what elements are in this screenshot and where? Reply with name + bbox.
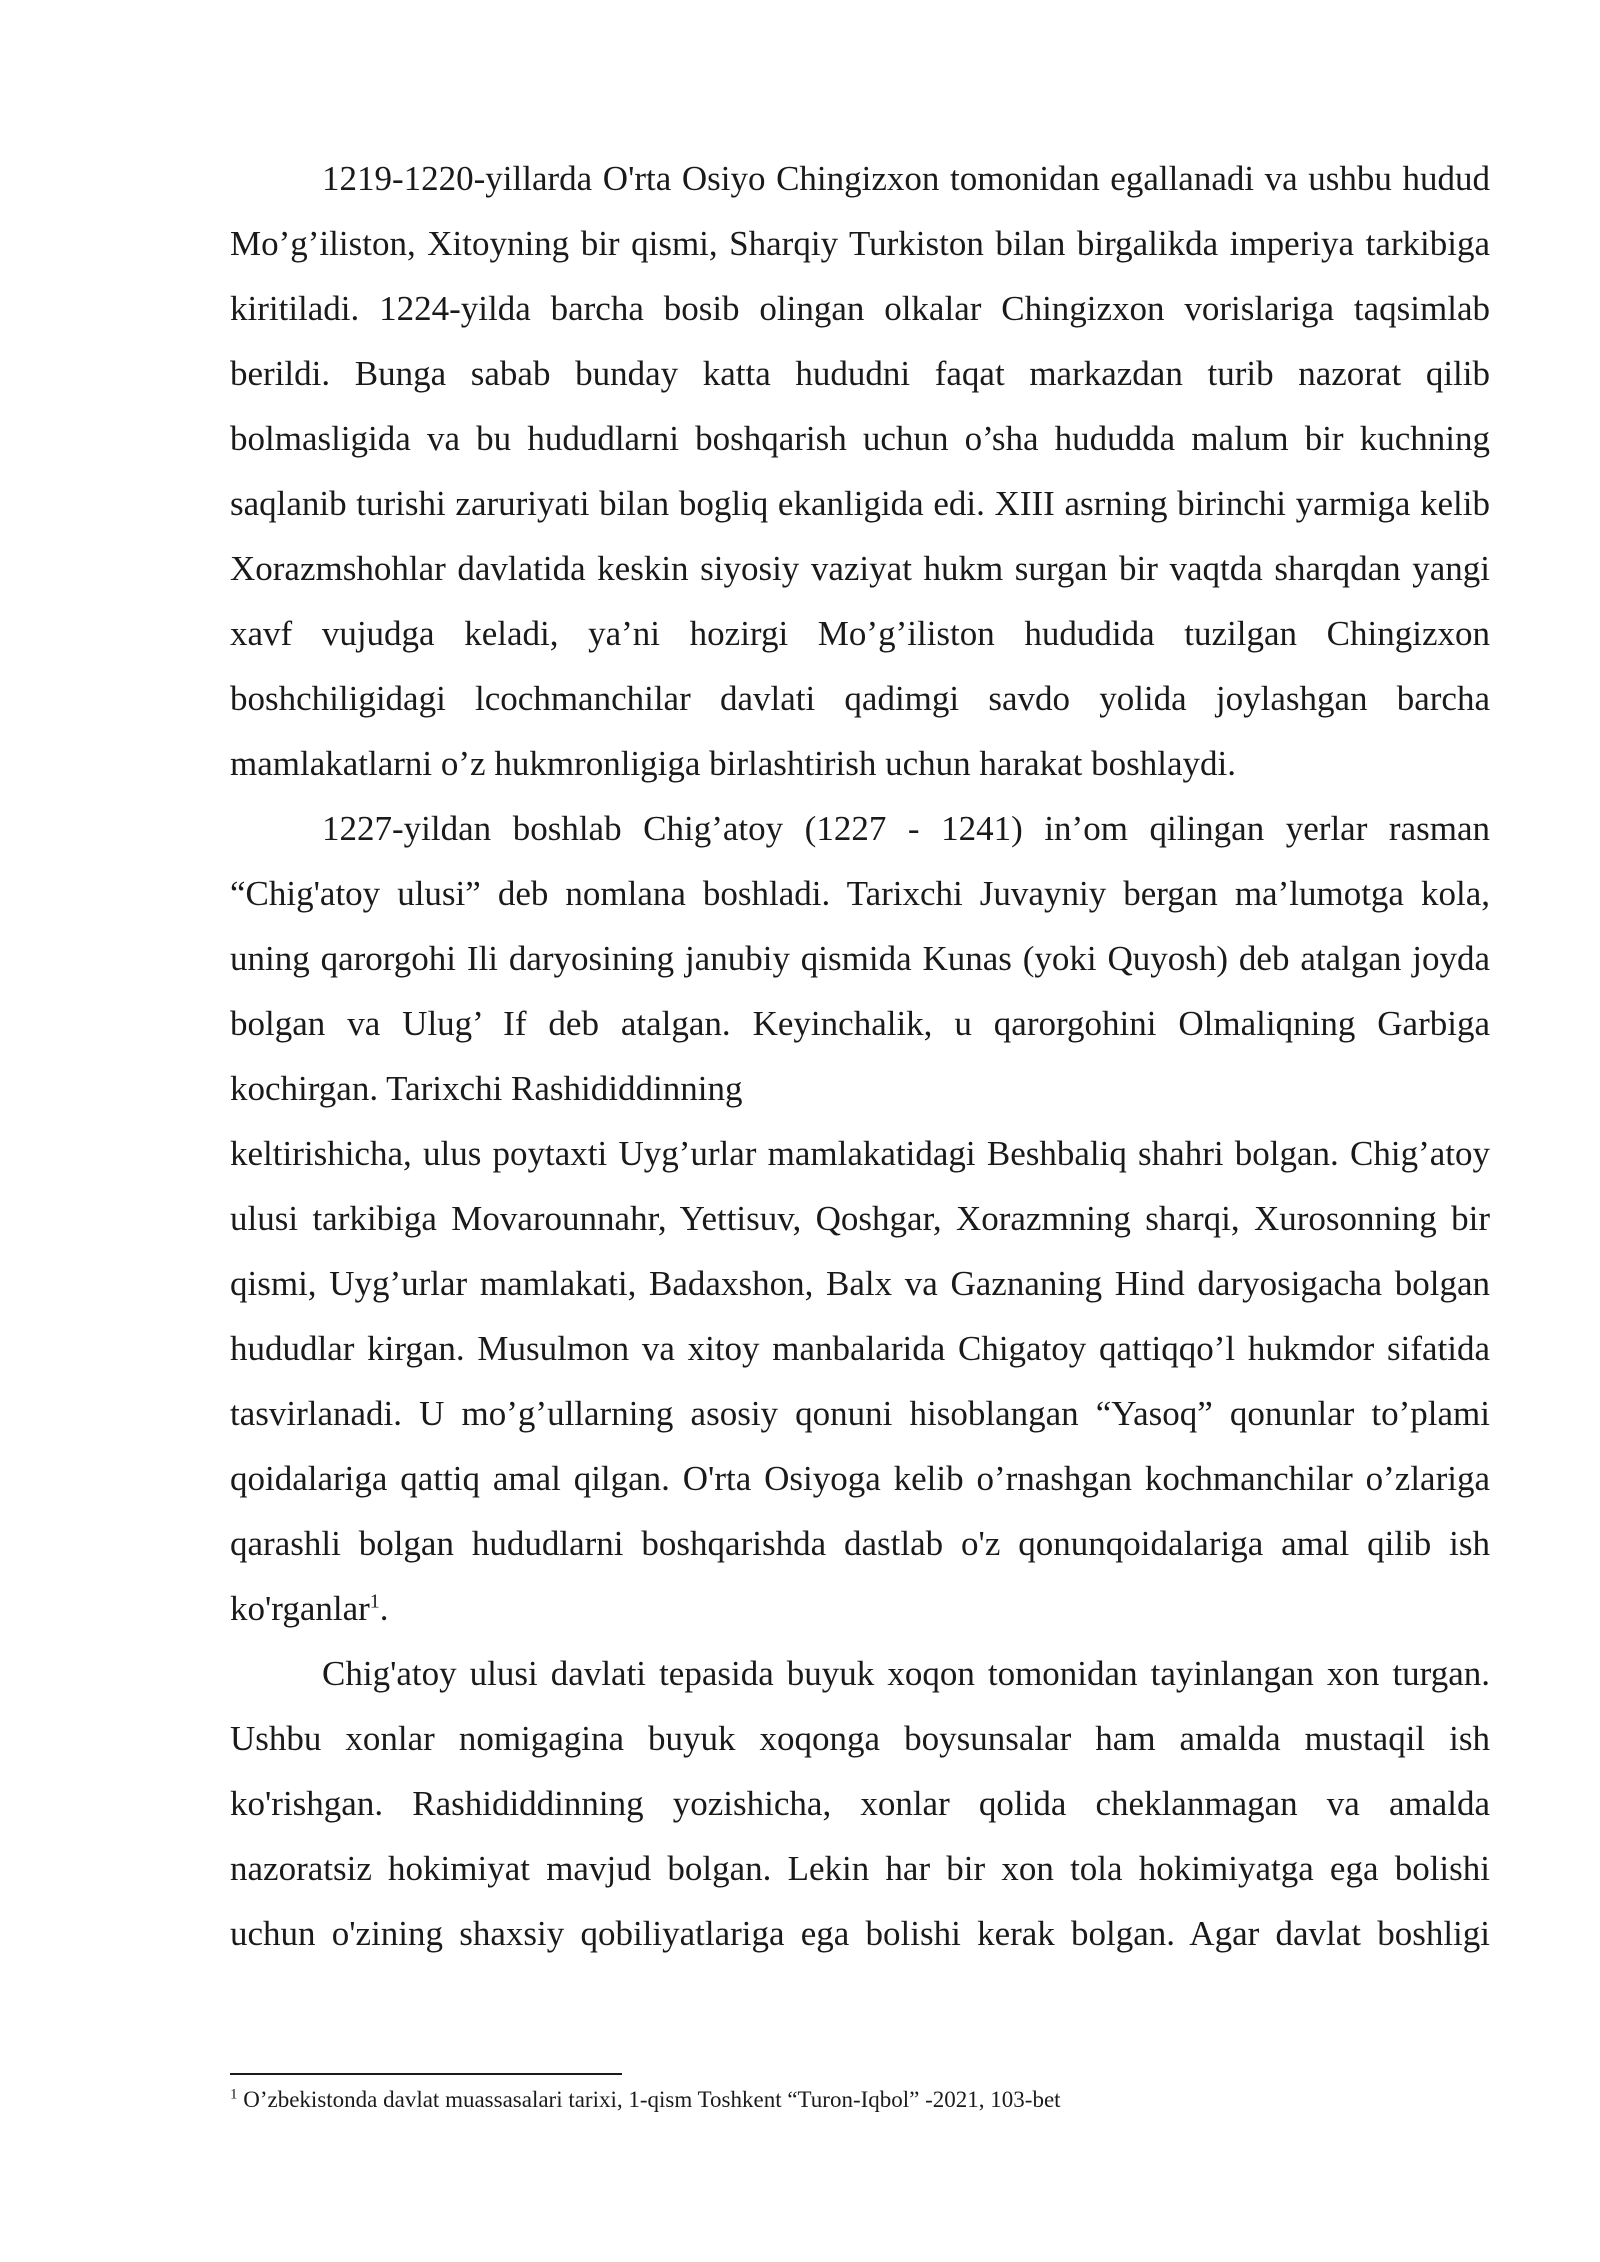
footnote-number: 1 xyxy=(230,2086,238,2103)
footnote-text: O’zbekistonda davlat muassasalari tarixi, 1-qism Toshkent “Turon-Iqbol” -2021, 103-bet xyxy=(243,2087,1061,2112)
document-body xyxy=(230,146,1490,1966)
footnote-reference[interactable]: 1 xyxy=(369,1590,380,1613)
footnote-separator xyxy=(230,2073,622,2075)
paragraph-chigatoy-ulus-territory xyxy=(230,1121,1490,1641)
paragraph-text: keltirishicha, ulus poytaxti Uyg’urlar mamlakatidagi Beshbaliq shahri bolgan. Chig’atoy ulusi tarkibiga Movarounnahr, Yettisuv, Qoshgar, Xorazmning sharqi, Xurosonning bir qismi, Uyg’urlar mamlakati, Badaxshon, Balx va Gaznaning Hind daryosigacha bolgan hududlar kirgan. Musulmon va xitoy manbalarida Chigatoy qattiqqo’l hukmdor sifatida tasvirlanadi. U mo’g’ullarning asosiy qonuni hisoblangan “Yasoq” qonunlar to’plami qoidalariga qattiq amal qilgan. O'rta Osiyoga kelib o’rnashgan kochmanchilar o’zlariga qarashli bolgan hududlarni boshqarishda dastlab o'z qonunqoidalariga amal qilib ish ko'rganlar xyxy=(230,1134,1490,1628)
paragraph-tail: . xyxy=(379,1589,389,1628)
paragraph-chigatoy-ulus-origin: 1227-yildan boshlab Chig’atoy (1227 - 1241) in’om qilingan yerlar rasman “Chig'atoy ulusi” deb nomlana boshladi. Tarixchi Juvayniy bergan ma’lumotga kola, uning qarorgohi Ili daryosining janubiy qismida Kunas (yoki Quyosh) deb atalgan joyda bolgan va Ulug’ If deb atalgan. Keyinchalik, u qarorgohini Olmaliqning Garbiga kochirgan. Tarixchi Rashididdinning xyxy=(230,809,1490,1108)
paragraph-mongol-conquest: 1219-1220-yillarda O'rta Osiyo Chingizxon tomonidan egallanadi va ushbu hudud Mo’g’iliston, Xitoyning bir qismi, Sharqiy Turkiston bilan birgalikda imperiya tarkibiga kiritiladi. 1224-yilda barcha bosib olingan olkalar Chingizxon vorislariga taqsimlab berildi. Bunga sabab bunday katta hududni faqat markazdan turib nazorat qilib bolmasligida va bu hududlarni boshqarish uchun o’sha hududda malum bir kuchning saqlanib turishi zaruriyati bilan bogliq ekanligida edi. XIII asrning birinchi yarmiga kelib Xorazmshohlar davlatida keskin siyosiy vaziyat hukm surgan bir vaqtda sharqdan yangi xavf vujudga keladi, ya’ni hozirgi Mo’g’iliston hududida tuzilgan Chingizxon boshchiligidagi lcochmanchilar davlati qadimgi savdo yolida joylashgan barcha mamlakatlarni o’z hukmronligiga birlashtirish uchun harakat boshlaydi. xyxy=(230,159,1490,783)
footnote xyxy=(230,2084,1490,2116)
paragraph-khan-authority: Chig'atoy ulusi davlati tepasida buyuk xoqon tomonidan tayinlangan xon turgan. Ushbu xonlar nomigagina buyuk xoqonga boysunsalar ham amalda mustaqil ish ko'rishgan. Rashididdinning yozishicha, xonlar qolida cheklanmagan va amalda nazoratsiz hokimiyat mavjud bolgan. Lekin har bir xon tola hokimiyatga ega bolishi uchun o'zining shaxsiy qobiliyatlariga ega bolishi kerak bolgan. Agar davlat boshligi xyxy=(230,1654,1490,1953)
